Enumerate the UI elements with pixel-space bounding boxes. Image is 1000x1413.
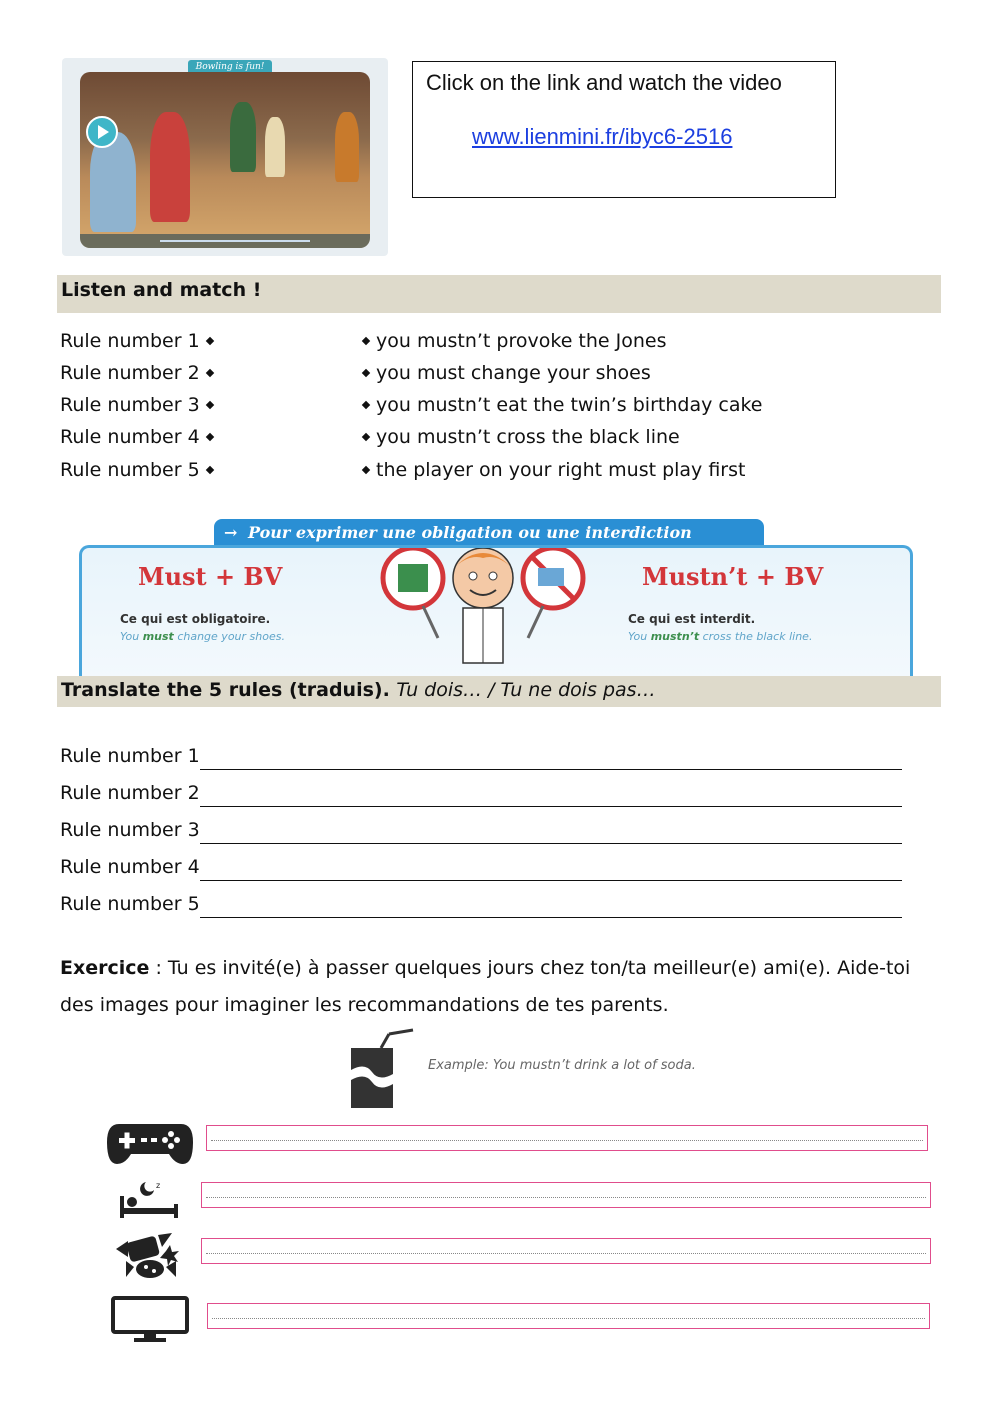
rule-label: Rule number 4 <box>60 426 200 448</box>
match-dot[interactable] <box>205 400 213 408</box>
must-title: Must + BV <box>138 562 283 591</box>
grammar-box <box>79 519 913 677</box>
translate-title: Translate the 5 rules (traduis). <box>61 679 397 701</box>
rule-label: Rule number 1 <box>60 330 200 352</box>
translate-row-label: Rule number 2 <box>60 782 200 804</box>
match-dot[interactable] <box>205 432 213 440</box>
answer-line[interactable] <box>200 880 902 881</box>
match-row <box>60 330 860 362</box>
match-dot[interactable] <box>205 465 213 473</box>
translate-row-label: Rule number 4 <box>60 856 200 878</box>
match-row <box>60 459 860 491</box>
grammar-tab <box>214 519 764 546</box>
rule-text: you mustn’t eat the twin’s birthday cake <box>376 394 763 416</box>
play-icon[interactable] <box>86 116 118 148</box>
rule-text: you mustn’t provoke the Jones <box>376 330 667 352</box>
listen-match-header <box>57 275 941 313</box>
translate-row <box>60 819 902 849</box>
translate-row <box>60 745 902 775</box>
exercise-label: Exercice <box>60 957 150 979</box>
translate-header <box>57 676 941 707</box>
match-dot[interactable] <box>362 432 370 440</box>
video-thumbnail[interactable] <box>62 58 388 256</box>
mustnt-definition: Ce qui est interdit. <box>628 612 756 626</box>
example-sentence: Example: You mustn’t drink a lot of soda. <box>428 1058 696 1073</box>
game-controller-icon <box>105 1120 195 1166</box>
video-title: Bowling is fun! <box>188 60 272 74</box>
bed-sleep-icon <box>118 1178 182 1220</box>
translate-row <box>60 782 902 812</box>
translate-row-label: Rule number 1 <box>60 745 200 767</box>
translate-row-label: Rule number 5 <box>60 893 200 915</box>
match-dot[interactable] <box>362 368 370 376</box>
rule-text: you mustn’t cross the black line <box>376 426 680 448</box>
video-link[interactable]: www.lienmini.fr/ibyc6-2516 <box>472 124 733 149</box>
translate-row <box>60 856 902 886</box>
rule-text: you must change your shoes <box>376 362 651 384</box>
kid-with-signs-illustration <box>378 548 588 668</box>
mustnt-title: Mustn’t + BV <box>642 562 824 591</box>
match-row <box>60 426 860 458</box>
soda-icon <box>345 1028 417 1110</box>
rule-label: Rule number 2 <box>60 362 200 384</box>
answer-line[interactable] <box>200 806 902 807</box>
arrow-right-icon: → <box>224 523 238 542</box>
answer-line[interactable] <box>200 917 902 918</box>
match-dot[interactable] <box>205 336 213 344</box>
match-row <box>60 394 860 426</box>
answer-field[interactable] <box>201 1182 931 1208</box>
listen-match-title: Listen and match ! <box>61 279 262 301</box>
mustnt-example: You mustn’t cross the black line. <box>628 630 813 643</box>
match-dot[interactable] <box>362 400 370 408</box>
answer-field[interactable] <box>207 1303 930 1329</box>
video-controls[interactable] <box>80 234 370 248</box>
must-example: You must change your shoes. <box>120 630 285 643</box>
answer-line[interactable] <box>200 769 902 770</box>
rule-label: Rule number 3 <box>60 394 200 416</box>
match-dot[interactable] <box>362 465 370 473</box>
video-frame <box>80 72 370 248</box>
must-definition: Ce qui est obligatoire. <box>120 612 271 626</box>
rule-label: Rule number 5 <box>60 459 200 481</box>
grammar-tab-title: Pour exprimer une obligation ou une interdiction <box>248 523 692 542</box>
link-instruction: Click on the link and watch the video <box>426 70 782 95</box>
tv-icon <box>110 1295 192 1343</box>
translate-hint: Tu dois… / Tu ne dois pas… <box>396 679 656 701</box>
candy-icon <box>114 1231 186 1281</box>
rule-text: the player on your right must play first <box>376 459 746 481</box>
answer-field[interactable] <box>201 1238 931 1264</box>
exercise-instructions <box>60 950 940 1024</box>
answer-field[interactable] <box>206 1125 928 1151</box>
svg-text:z: z <box>156 1181 161 1190</box>
match-row <box>60 362 860 394</box>
answer-line[interactable] <box>200 843 902 844</box>
match-dot[interactable] <box>362 336 370 344</box>
grammar-panel <box>79 545 913 677</box>
translate-row <box>60 893 902 923</box>
match-dot[interactable] <box>205 368 213 376</box>
translate-row-label: Rule number 3 <box>60 819 200 841</box>
link-box <box>412 61 836 198</box>
exercise-text: : Tu es invité(e) à passer quelques jours chez ton/ta meilleur(e) ami(e). Aide-toi des images pour imaginer les recommandations de tes parents. <box>60 957 911 1016</box>
